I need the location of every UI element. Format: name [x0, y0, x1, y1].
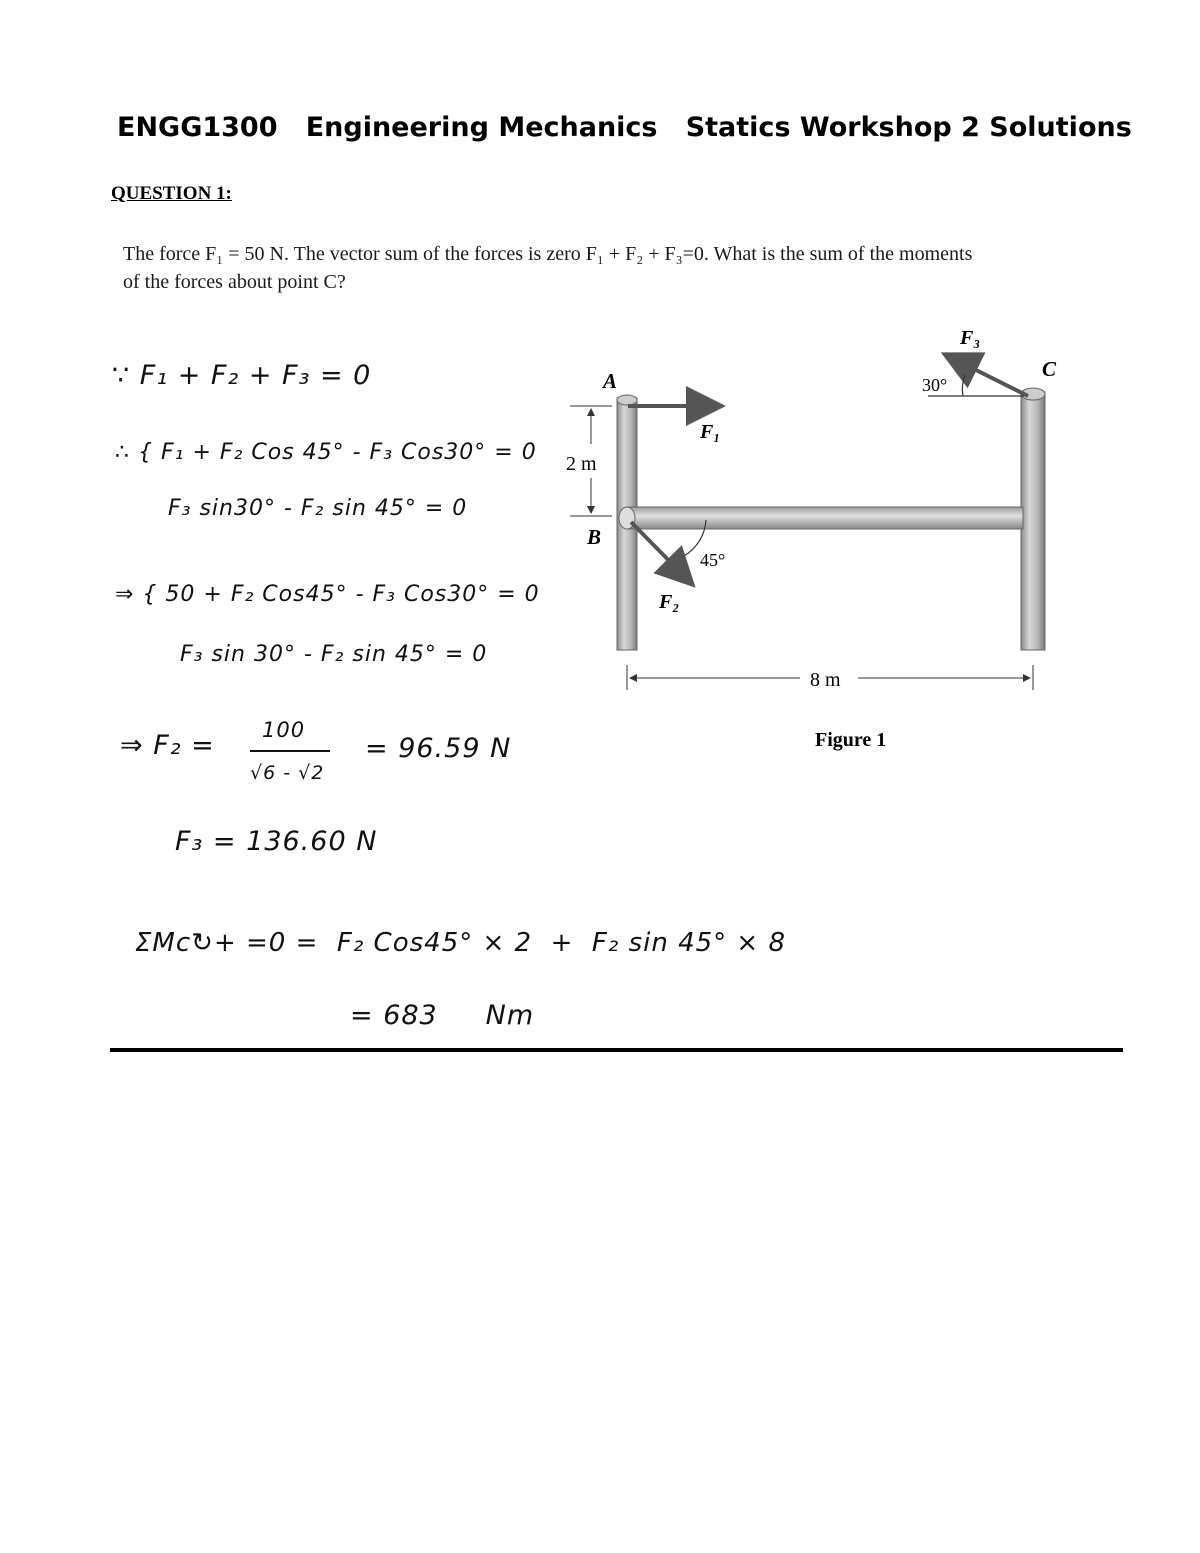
- dim-label-8m: 8 m: [810, 669, 841, 691]
- solution-f2-result: = 96.59 N: [365, 733, 512, 764]
- question-text-line-2: of the forces about point C?: [123, 271, 346, 293]
- solution-f3-result: F₃ = 136.60 N: [175, 826, 378, 857]
- solution-moment-result: = 683 Nm: [350, 1000, 535, 1031]
- figure-caption: Figure 1: [815, 729, 887, 751]
- angle-label-45: 45°: [700, 550, 726, 570]
- solution-moment-equation: ΣMc↻+ =0 = F₂ Cos45° × 2 + F₂ sin 45° × 8: [135, 928, 787, 958]
- left-post-top: [617, 395, 637, 405]
- angle-label-30: 30°: [922, 375, 948, 395]
- label-f2: F₂: [659, 591, 680, 613]
- solution-f2-denominator: √6 - √2: [250, 762, 325, 784]
- question-text-line-1: The force F₁ = 50 N. The vector sum of the forces is zero F₁ + F₂ + F₃=0. What is the sum of the moments: [123, 243, 973, 265]
- solution-line-equilibrium-x: ∴ { F₁ + F₂ Cos 45° - F₃ Cos30° = 0: [115, 440, 537, 465]
- label-b: B: [587, 525, 602, 549]
- solution-line-substituted-y: F₃ sin 30° - F₂ sin 45° = 0: [180, 642, 488, 667]
- label-c: C: [1042, 357, 1057, 381]
- right-post: [1021, 392, 1045, 650]
- angle-arc-30: [962, 375, 965, 396]
- page-title: ENGG1300 Engineering Mechanics Statics Workshop 2 Solutions: [117, 112, 1132, 143]
- label-f1: F₁: [700, 421, 721, 443]
- solution-line-equilibrium-y: F₃ sin30° - F₂ sin 45° = 0: [168, 496, 468, 521]
- horizontal-beam: [627, 507, 1023, 529]
- force-f2-arrow: [631, 522, 690, 582]
- label-f3: F₃: [960, 327, 981, 349]
- solution-line-vector-sum: ∵ F₁ + F₂ + F₃ = 0: [112, 360, 372, 391]
- question-heading: QUESTION 1:: [111, 183, 232, 204]
- force-f3-arrow: [948, 356, 1028, 396]
- dim-label-2m: 2 m: [566, 453, 597, 475]
- solution-f2-lhs: ⇒ F₂ =: [120, 730, 215, 761]
- solution-line-substituted-x: ⇒ { 50 + F₂ Cos45° - F₃ Cos30° = 0: [115, 582, 540, 607]
- section-divider: [110, 1048, 1123, 1052]
- solution-f2-numerator: 100: [262, 718, 306, 742]
- label-a: A: [603, 369, 618, 393]
